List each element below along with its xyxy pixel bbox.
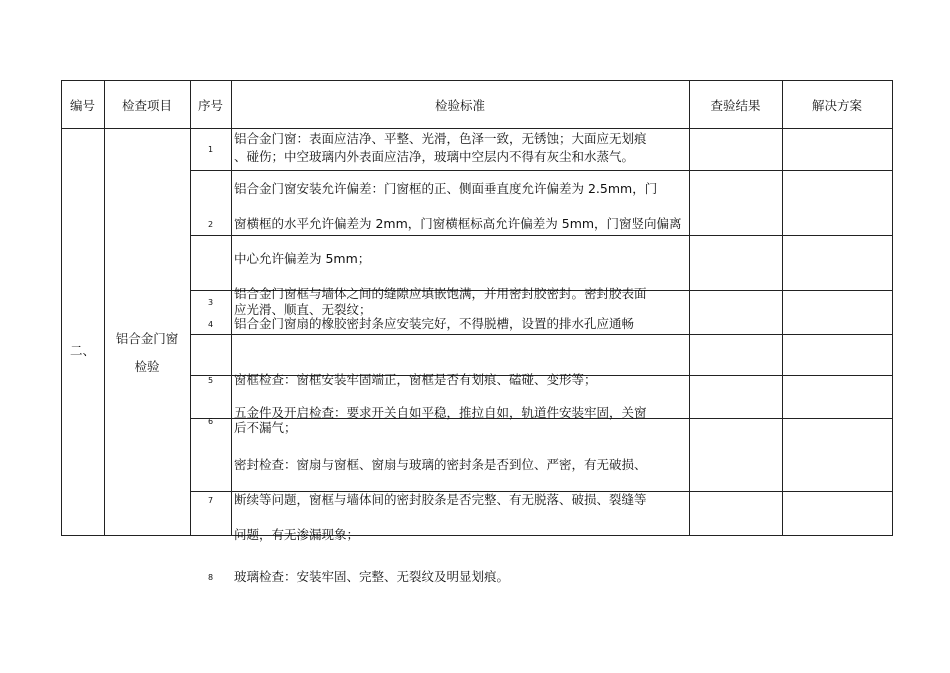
seq-number: 2	[207, 220, 214, 229]
standard-text: 中心允许偏差为 5mm；	[234, 251, 371, 266]
standard-text: 铝合金门窗安装允许偏差：门窗框的正、侧面垂直度允许偏差为 2.5mm，门	[234, 181, 658, 196]
standard-text: 应光滑、顺直、无裂纹；	[234, 302, 372, 317]
row-divider	[190, 235, 893, 236]
table-border-bottom	[61, 535, 893, 536]
row-divider	[190, 334, 893, 335]
standard-text: 窗横框的水平允许偏差为 2mm，门窗横框标高允许偏差为 5mm，门窗竖向偏离	[234, 216, 682, 231]
header-solution: 解决方案	[811, 98, 862, 113]
header-seq: 序号	[197, 98, 223, 113]
standard-text: 铝合金门窗框与墙体之间的缝隙应填嵌饱满，并用密封胶密封。密封胶表面	[234, 286, 647, 301]
table-border-left	[61, 80, 62, 536]
seq-number: 1	[207, 145, 214, 154]
col-divider	[782, 80, 783, 536]
table-border-top	[61, 80, 893, 81]
header-item: 检查项目	[121, 98, 172, 113]
section-number: 二、	[69, 343, 95, 358]
header-num: 编号	[69, 98, 95, 113]
seq-number: 8	[207, 573, 214, 582]
standard-text: 铝合金门窗扇的橡胶密封条应安装完好，不得脱槽，设置的排水孔应通畅	[234, 316, 635, 331]
header-divider	[61, 128, 893, 129]
standard-text: 后不漏气；	[234, 420, 297, 435]
standard-text: 玻璃检查：安装牢固、完整、无裂纹及明显划痕。	[234, 569, 510, 584]
item-name-line1: 铝合金门窗	[115, 331, 179, 346]
seq-number: 3	[207, 298, 214, 307]
standard-text: 铝合金门窗：表面应洁净、平整、光滑，色泽一致，无锈蚀；大面应无划痕	[234, 131, 647, 146]
standard-text: 五金件及开启检查：要求开关自如平稳，推拉自如，轨道件安装牢固，关窗	[234, 405, 647, 420]
header-result: 查验结果	[710, 98, 761, 113]
seq-number: 6	[207, 417, 214, 426]
standard-text: 密封检查：窗扇与窗框、窗扇与玻璃的密封条是否到位、严密，有无破损、	[234, 457, 647, 472]
seq-number: 4	[207, 320, 214, 329]
table-border-right	[892, 80, 893, 536]
col-divider	[689, 80, 690, 536]
standard-text: 问题，有无渗漏现象；	[234, 527, 360, 542]
seq-number: 5	[207, 376, 214, 385]
item-name-line2: 检验	[134, 359, 160, 374]
row-divider	[190, 170, 893, 171]
col-divider	[104, 80, 105, 536]
standard-text: 断续等问题，窗框与墙体间的密封胶条是否完整、有无脱落、破损、裂缝等	[234, 492, 647, 507]
header-standard: 检验标准	[434, 98, 485, 113]
seq-number: 7	[207, 496, 214, 505]
col-divider	[231, 80, 232, 536]
standard-text: 窗框检查：窗框安装牢固端正，窗框是否有划痕、磕碰、变形等；	[234, 372, 597, 387]
standard-text: 、碰伤；中空玻璃内外表面应洁净，玻璃中空层内不得有灰尘和水蒸气。	[234, 149, 635, 164]
